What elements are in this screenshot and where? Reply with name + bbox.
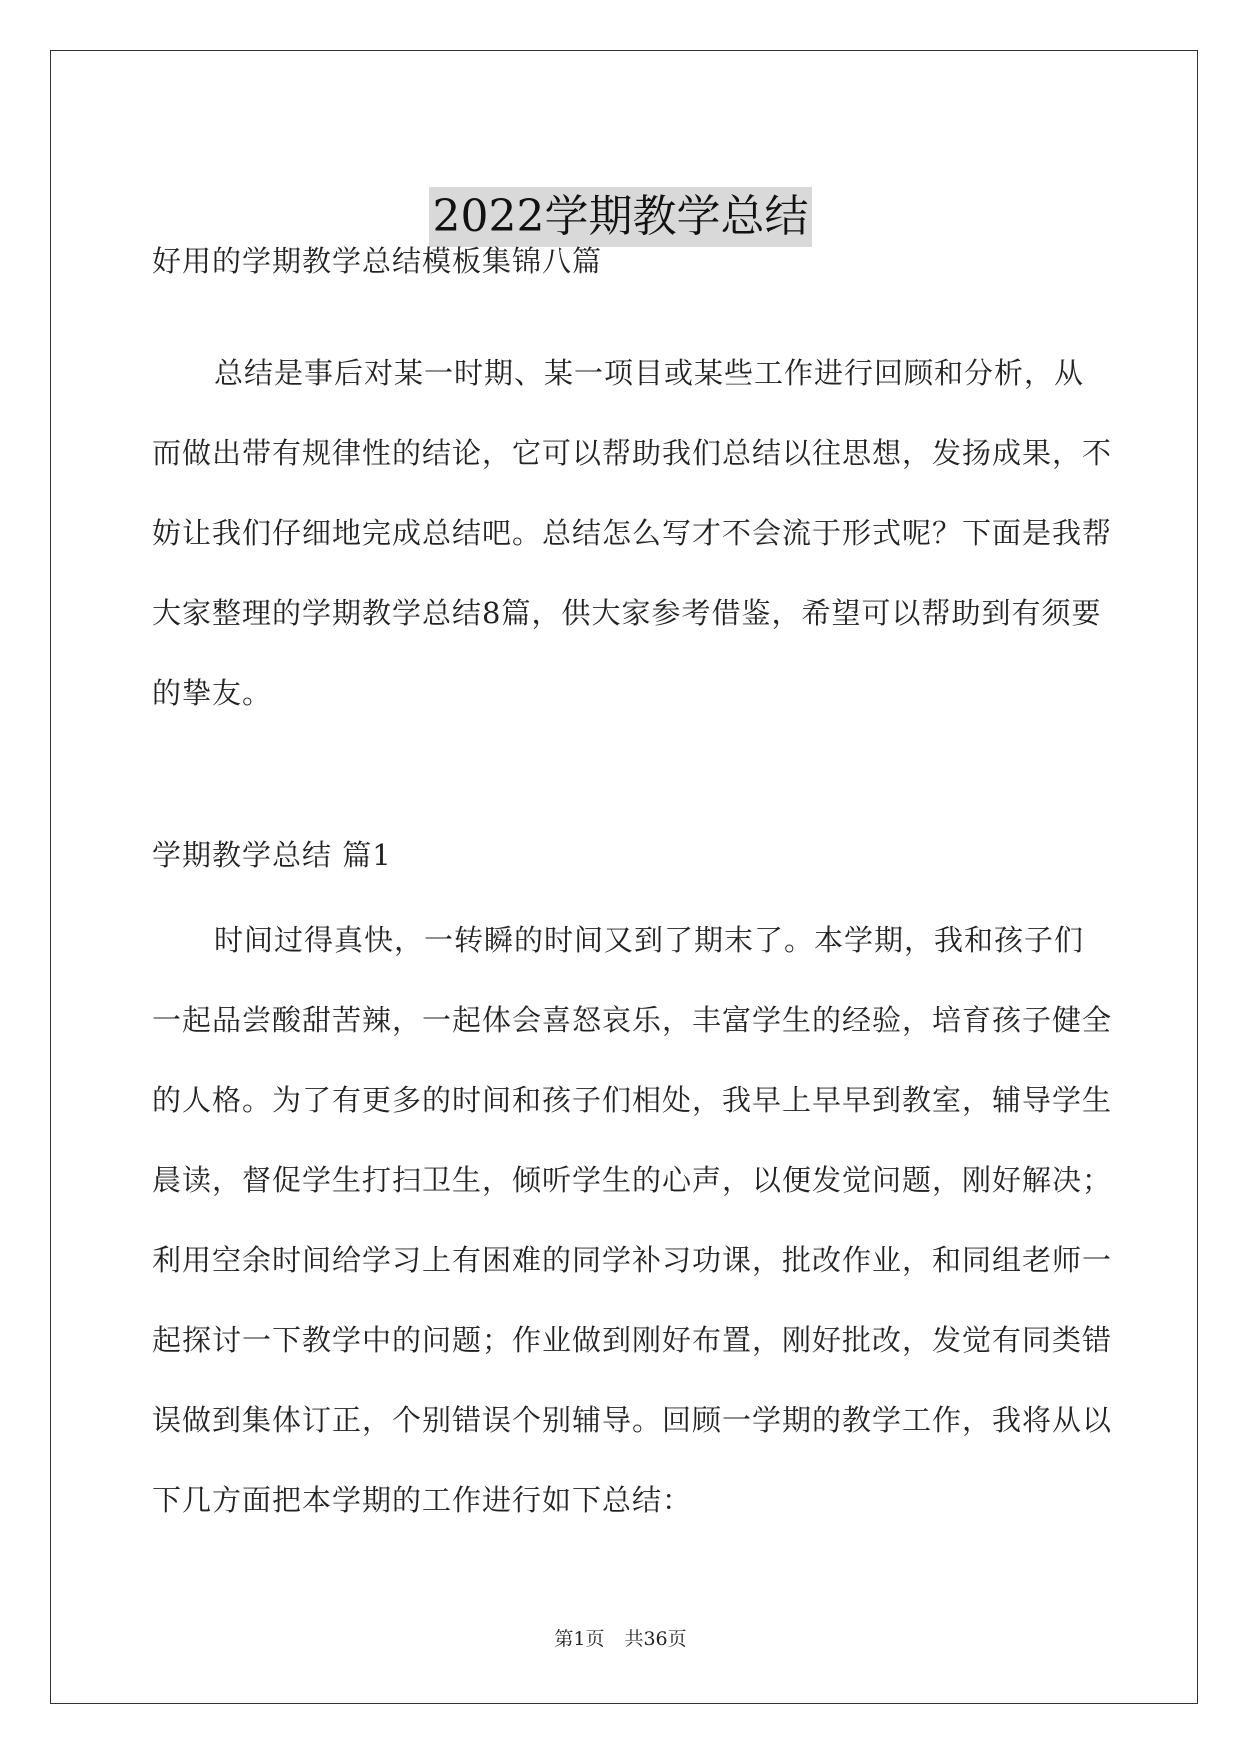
document-title: 2022学期教学总结 (429, 187, 813, 247)
intro-paragraph: 总结是事后对某一时期、某一项目或某些工作进行回顾和分析，从而做出带有规律性的结论，它可以帮助我们总结以往思想，发扬成果，不妨让我们仔细地完成总结吧。总结怎么写才不会流于形式呢？下面是我帮大家整理的学期教学总结8篇，供大家参考借鉴，希望可以帮助到有须要的挚友。 (152, 356, 1113, 710)
document-subtitle: 好用的学期教学总结模板集锦八篇 (152, 244, 603, 278)
page-number-total: 共36页 (624, 1628, 687, 1650)
page-number-current: 第1页 (554, 1628, 605, 1650)
page-footer (0, 1624, 1241, 1651)
section-paragraph: 时间过得真快，一转瞬的时间又到了期末了。本学期，我和孩子们一起品尝酸甜苦辣，一起体会喜怒哀乐，丰富学生的经验，培育孩子健全的人格。为了有更多的时间和孩子们相处，我早上早早到教室，辅导学生晨读，督促学生打扫卫生，倾听学生的心声，以便发觉问题，刚好解决；利用空余时间给学习上有困难的同学补习功课，批改作业，和同组老师一起探讨一下教学中的问题；作业做到刚好布置，刚好批改，发觉有同类错误做到集体订正，个别错误个别辅导。回顾一学期的教学工作，我将从以下几方面把本学期的工作进行如下总结： (152, 923, 1113, 1517)
section-heading: 学期教学总结 篇1 (152, 838, 392, 872)
